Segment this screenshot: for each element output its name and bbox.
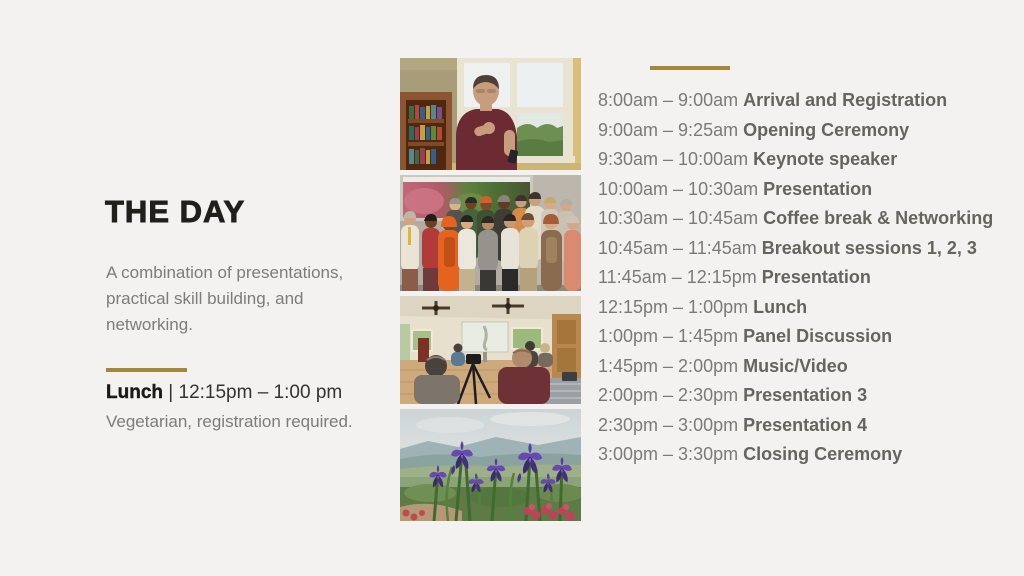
flowers-photo-illustration (400, 409, 581, 521)
session-photo-illustration (400, 296, 581, 404)
schedule-item (598, 352, 993, 382)
schedule-item (598, 440, 993, 470)
photo-column (400, 58, 581, 521)
lunch-label: Lunch (106, 382, 163, 403)
schedule-item (598, 116, 993, 146)
schedule-time: 8:00am – 9:00am (598, 90, 739, 110)
gold-divider-left (106, 368, 187, 372)
schedule-item (598, 263, 993, 293)
schedule-event: Lunch (753, 296, 808, 317)
schedule-item (598, 411, 993, 441)
schedule-event: Closing Ceremony (743, 444, 903, 464)
schedule-time: 1:45pm – 2:00pm (598, 355, 739, 376)
schedule-item (598, 86, 993, 116)
schedule-item (598, 145, 993, 175)
schedule-item (598, 234, 993, 264)
description-text: A combination of presentations, practical skill building, and networking. (106, 263, 344, 334)
lunch-line (106, 382, 342, 404)
schedule-event: Music/Video (743, 355, 848, 376)
schedule-list (598, 86, 993, 470)
schedule-time: 10:00am – 10:30am (598, 178, 759, 199)
schedule-time: 2:30pm – 3:00pm (598, 414, 739, 435)
gold-divider-right (650, 66, 730, 70)
schedule-item (598, 293, 993, 323)
lunch-time: | 12:15pm – 1:00 pm (168, 382, 343, 403)
session-photo (400, 296, 581, 404)
schedule-event: Keynote speaker (753, 149, 898, 169)
schedule-event: Breakout sessions 1, 2, 3 (761, 237, 977, 258)
speaker-photo-illustration (400, 58, 581, 170)
schedule-time: 9:30am – 10:00am (598, 149, 749, 169)
flowers-photo (400, 409, 581, 521)
schedule-time: 12:15pm – 1:00pm (598, 296, 749, 317)
schedule-time: 11:45am – 12:15pm (598, 267, 757, 287)
schedule-item (598, 204, 993, 234)
schedule-time: 9:00am – 9:25am (598, 119, 739, 140)
schedule-time: 2:00pm – 2:30pm (598, 385, 739, 405)
group-photo-illustration (400, 175, 581, 291)
schedule-item (598, 175, 993, 205)
schedule-item (598, 322, 993, 352)
schedule-time: 3:00pm – 3:30pm (598, 444, 739, 464)
schedule-event: Arrival and Registration (743, 90, 948, 110)
schedule-time: 10:45am – 11:45am (598, 237, 757, 258)
schedule-time: 1:00pm – 1:45pm (598, 326, 739, 346)
group-photo (400, 175, 581, 291)
schedule-event: Presentation (761, 267, 871, 287)
schedule-event: Coffee break & Networking (763, 208, 994, 228)
schedule-event: Opening Ceremony (743, 119, 910, 140)
schedule-event: Presentation (763, 178, 873, 199)
page-title: THE DAY (105, 194, 246, 229)
schedule-event: Presentation 4 (743, 414, 868, 435)
schedule-event: Presentation 3 (743, 385, 868, 405)
schedule-item (598, 381, 993, 411)
speaker-photo (400, 58, 581, 170)
lunch-note: Vegetarian, registration required. (106, 412, 353, 431)
schedule-time: 10:30am – 10:45am (598, 208, 759, 228)
schedule-event: Panel Discussion (743, 326, 893, 346)
